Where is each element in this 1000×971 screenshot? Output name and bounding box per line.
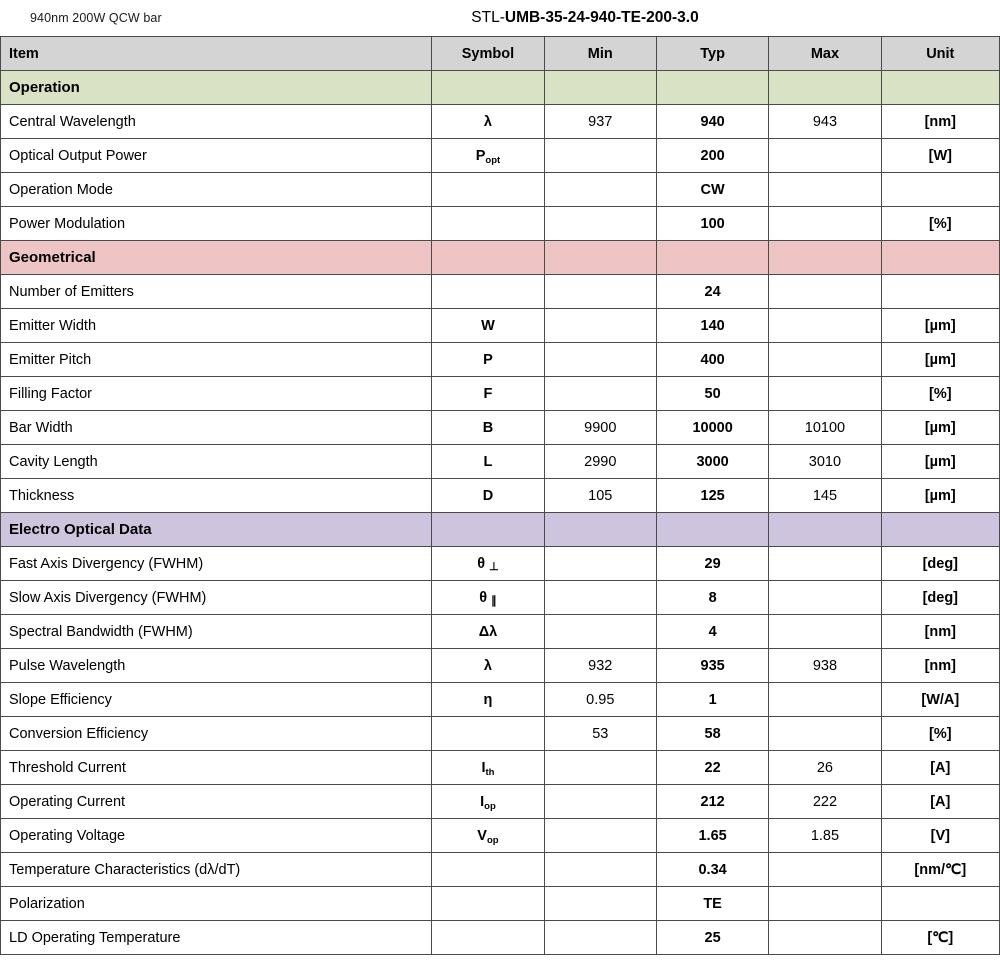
table-row <box>1 547 1000 581</box>
title-prefix: STL- <box>471 9 505 26</box>
section-spacer-cell <box>544 241 656 275</box>
cell-unit: [W/A] <box>881 683 999 717</box>
cell-min: 0.95 <box>544 683 656 717</box>
cell-item: Fast Axis Divergency (FWHM) <box>1 547 432 581</box>
cell-unit: [nm/℃] <box>881 853 999 887</box>
cell-symbol: θ ∥ <box>432 581 544 615</box>
table-row <box>1 921 1000 955</box>
cell-symbol: λ <box>432 105 544 139</box>
cell-min <box>544 309 656 343</box>
cell-symbol <box>432 275 544 309</box>
cell-max <box>769 853 881 887</box>
cell-min <box>544 887 656 921</box>
cell-typ: 3000 <box>656 445 768 479</box>
section-spacer-cell <box>769 513 881 547</box>
cell-item: Emitter Pitch <box>1 343 432 377</box>
cell-max: 3010 <box>769 445 881 479</box>
cell-unit: [%] <box>881 377 999 411</box>
cell-symbol <box>432 717 544 751</box>
table-head <box>1 37 1000 71</box>
cell-item: Spectral Bandwidth (FWHM) <box>1 615 432 649</box>
cell-symbol: $I_{th}$ <box>432 751 544 785</box>
section-spacer-cell <box>881 241 999 275</box>
cell-max <box>769 547 881 581</box>
cell-min <box>544 207 656 241</box>
cell-unit: [A] <box>881 785 999 819</box>
section-title: Operation <box>1 71 432 105</box>
cell-unit: [nm] <box>881 615 999 649</box>
cell-max <box>769 377 881 411</box>
table-body <box>1 71 1000 955</box>
cell-typ: CW <box>656 173 768 207</box>
cell-symbol: L <box>432 445 544 479</box>
cell-item: Optical Output Power <box>1 139 432 173</box>
cell-symbol: Δλ <box>432 615 544 649</box>
cell-min: 2990 <box>544 445 656 479</box>
cell-unit: [nm] <box>881 649 999 683</box>
cell-item: Conversion Efficiency <box>1 717 432 751</box>
cell-item: Polarization <box>1 887 432 921</box>
cell-typ: 22 <box>656 751 768 785</box>
cell-unit: [µm] <box>881 309 999 343</box>
cell-max <box>769 139 881 173</box>
cell-min: 9900 <box>544 411 656 445</box>
section-spacer-cell <box>656 71 768 105</box>
cell-symbol: P <box>432 343 544 377</box>
cell-max: 943 <box>769 105 881 139</box>
cell-min: 53 <box>544 717 656 751</box>
page-title <box>330 9 1000 27</box>
section-spacer-cell <box>656 513 768 547</box>
section-spacer-cell <box>432 241 544 275</box>
section-spacer-cell <box>544 513 656 547</box>
cell-item: Operating Voltage <box>1 819 432 853</box>
cell-unit <box>881 173 999 207</box>
column-header-unit: Unit <box>881 37 999 71</box>
table-row <box>1 207 1000 241</box>
cell-unit: [µm] <box>881 411 999 445</box>
cell-unit: [µm] <box>881 445 999 479</box>
cell-symbol: F <box>432 377 544 411</box>
column-header-min: Min <box>544 37 656 71</box>
cell-symbol: λ <box>432 649 544 683</box>
section-spacer-cell <box>544 71 656 105</box>
cell-typ: 400 <box>656 343 768 377</box>
cell-item: Slow Axis Divergency (FWHM) <box>1 581 432 615</box>
cell-unit: [%] <box>881 207 999 241</box>
section-spacer-cell <box>432 513 544 547</box>
cell-unit <box>881 887 999 921</box>
cell-min <box>544 139 656 173</box>
table-row <box>1 343 1000 377</box>
cell-min <box>544 343 656 377</box>
cell-typ: 200 <box>656 139 768 173</box>
cell-max <box>769 275 881 309</box>
cell-typ: 140 <box>656 309 768 343</box>
cell-item: Bar Width <box>1 411 432 445</box>
cell-typ: 8 <box>656 581 768 615</box>
cell-max <box>769 207 881 241</box>
cell-unit <box>881 275 999 309</box>
table-row <box>1 751 1000 785</box>
column-header-item: Item <box>1 37 432 71</box>
table-row <box>1 105 1000 139</box>
cell-symbol: B <box>432 411 544 445</box>
cell-min <box>544 921 656 955</box>
section-spacer-cell <box>769 71 881 105</box>
cell-unit: [%] <box>881 717 999 751</box>
cell-unit: [deg] <box>881 581 999 615</box>
section-spacer-cell <box>656 241 768 275</box>
section-title: Geometrical <box>1 241 432 275</box>
cell-max: 1.85 <box>769 819 881 853</box>
cell-max <box>769 581 881 615</box>
cell-max <box>769 309 881 343</box>
cell-min <box>544 853 656 887</box>
table-row <box>1 309 1000 343</box>
cell-max <box>769 717 881 751</box>
table-header-row <box>1 37 1000 71</box>
cell-item: Power Modulation <box>1 207 432 241</box>
cell-unit: [W] <box>881 139 999 173</box>
cell-symbol <box>432 887 544 921</box>
cell-item: Operation Mode <box>1 173 432 207</box>
column-header-typ: Typ <box>656 37 768 71</box>
section-spacer-cell <box>881 71 999 105</box>
cell-unit: [µm] <box>881 479 999 513</box>
cell-unit: [V] <box>881 819 999 853</box>
cell-typ: 212 <box>656 785 768 819</box>
table-row <box>1 785 1000 819</box>
cell-typ: TE <box>656 887 768 921</box>
specification-table <box>0 36 1000 955</box>
cell-max: 222 <box>769 785 881 819</box>
cell-item: Slope Efficiency <box>1 683 432 717</box>
cell-typ: 125 <box>656 479 768 513</box>
table-row <box>1 853 1000 887</box>
cell-typ: 940 <box>656 105 768 139</box>
table-row <box>1 173 1000 207</box>
table-row <box>1 887 1000 921</box>
cell-max <box>769 173 881 207</box>
cell-typ: 10000 <box>656 411 768 445</box>
column-header-symbol: Symbol <box>432 37 544 71</box>
cell-max: 938 <box>769 649 881 683</box>
cell-symbol: W <box>432 309 544 343</box>
cell-item: Emitter Width <box>1 309 432 343</box>
cell-item: Operating Current <box>1 785 432 819</box>
cell-max <box>769 887 881 921</box>
cell-min <box>544 615 656 649</box>
cell-symbol <box>432 207 544 241</box>
cell-item: Number of Emitters <box>1 275 432 309</box>
cell-min <box>544 377 656 411</box>
table-row <box>1 411 1000 445</box>
cell-min: 105 <box>544 479 656 513</box>
cell-min <box>544 581 656 615</box>
cell-typ: 29 <box>656 547 768 581</box>
section-spacer-cell <box>881 513 999 547</box>
cell-item: Pulse Wavelength <box>1 649 432 683</box>
cell-min: 932 <box>544 649 656 683</box>
table-row <box>1 819 1000 853</box>
cell-typ: 25 <box>656 921 768 955</box>
cell-min <box>544 173 656 207</box>
cell-item: Central Wavelength <box>1 105 432 139</box>
cell-typ: 24 <box>656 275 768 309</box>
cell-max <box>769 343 881 377</box>
cell-unit: [℃] <box>881 921 999 955</box>
column-header-max: Max <box>769 37 881 71</box>
table-row <box>1 581 1000 615</box>
cell-min <box>544 751 656 785</box>
table-row <box>1 275 1000 309</box>
cell-min: 937 <box>544 105 656 139</box>
cell-typ: 0.34 <box>656 853 768 887</box>
table-row <box>1 717 1000 751</box>
table-row <box>1 445 1000 479</box>
cell-symbol: $P_{opt}$ <box>432 139 544 173</box>
cell-min <box>544 275 656 309</box>
cell-typ: 935 <box>656 649 768 683</box>
cell-max <box>769 921 881 955</box>
cell-symbol <box>432 173 544 207</box>
cell-typ: 1 <box>656 683 768 717</box>
cell-item: Temperature Characteristics (dλ/dT) <box>1 853 432 887</box>
cell-item: Filling Factor <box>1 377 432 411</box>
table-row <box>1 649 1000 683</box>
cell-typ: 1.65 <box>656 819 768 853</box>
section-spacer-cell <box>432 71 544 105</box>
section-title: Electro Optical Data <box>1 513 432 547</box>
table-row <box>1 377 1000 411</box>
cell-typ: 4 <box>656 615 768 649</box>
table-row <box>1 683 1000 717</box>
cell-min <box>544 819 656 853</box>
cell-item: Threshold Current <box>1 751 432 785</box>
cell-unit: [A] <box>881 751 999 785</box>
cell-max <box>769 683 881 717</box>
cell-unit: [deg] <box>881 547 999 581</box>
cell-symbol <box>432 853 544 887</box>
table-row <box>1 139 1000 173</box>
cell-max <box>769 615 881 649</box>
cell-typ: 100 <box>656 207 768 241</box>
cell-symbol: θ ⊥ <box>432 547 544 581</box>
page-header <box>0 0 1000 36</box>
cell-symbol: D <box>432 479 544 513</box>
section-row <box>1 71 1000 105</box>
title-model: UMB-35-24-940-TE-200-3.0 <box>504 9 699 26</box>
cell-max: 145 <box>769 479 881 513</box>
table-row <box>1 615 1000 649</box>
cell-item: LD Operating Temperature <box>1 921 432 955</box>
cell-max: 10100 <box>769 411 881 445</box>
cell-min <box>544 785 656 819</box>
cell-min <box>544 547 656 581</box>
section-spacer-cell <box>769 241 881 275</box>
cell-unit: [µm] <box>881 343 999 377</box>
cell-item: Thickness <box>1 479 432 513</box>
cell-symbol <box>432 921 544 955</box>
cell-max: 26 <box>769 751 881 785</box>
cell-symbol: $I_{op}$ <box>432 785 544 819</box>
cell-typ: 50 <box>656 377 768 411</box>
section-row <box>1 241 1000 275</box>
table-row <box>1 479 1000 513</box>
product-description: 940nm 200W QCW bar <box>30 11 162 25</box>
section-row <box>1 513 1000 547</box>
cell-unit: [nm] <box>881 105 999 139</box>
cell-symbol: $V_{op}$ <box>432 819 544 853</box>
cell-typ: 58 <box>656 717 768 751</box>
cell-symbol: η <box>432 683 544 717</box>
cell-item: Cavity Length <box>1 445 432 479</box>
